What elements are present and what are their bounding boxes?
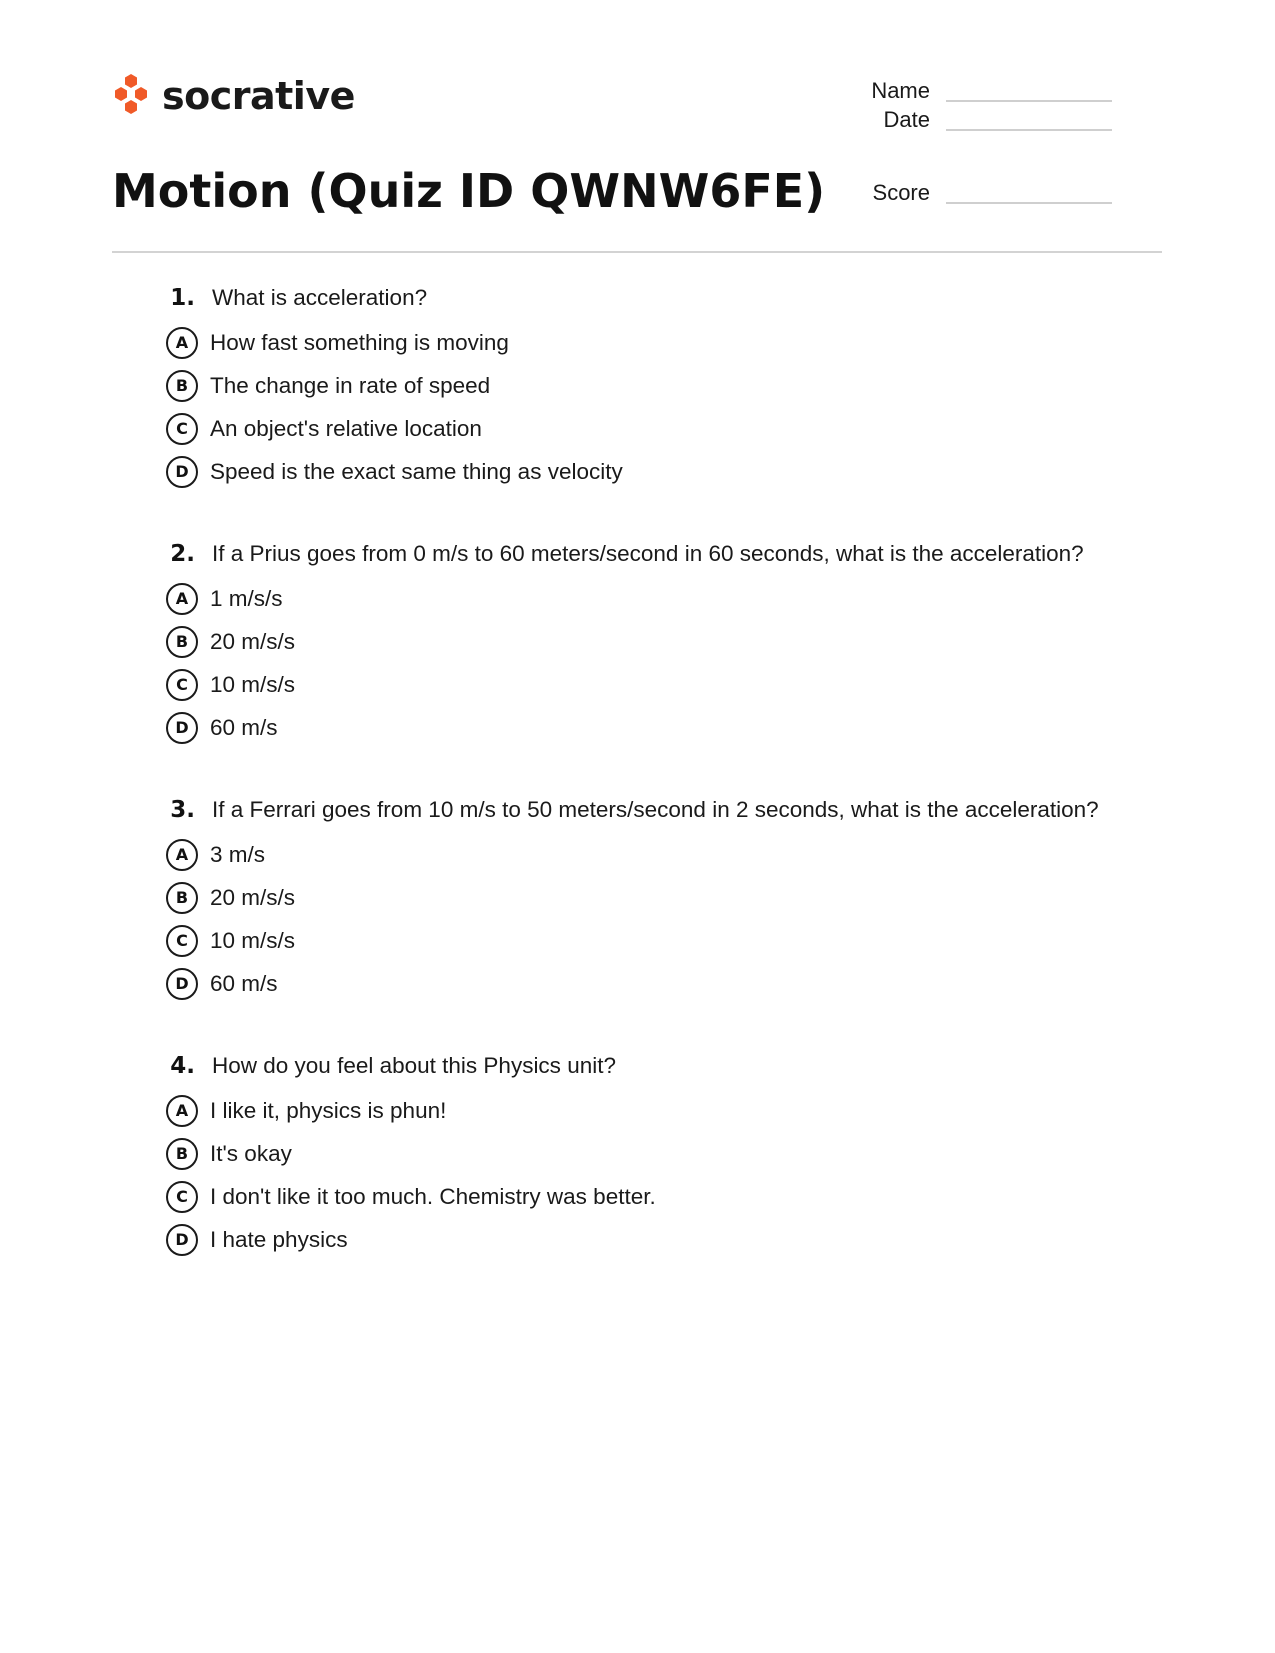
option-text: I hate physics bbox=[210, 1226, 348, 1252]
option-b[interactable] bbox=[160, 364, 1160, 407]
option-text: 20 m/s/s bbox=[210, 628, 296, 654]
question-text: How do you feel about this Physics unit? bbox=[212, 1053, 616, 1078]
question-header bbox=[160, 541, 1160, 577]
name-label: Name bbox=[871, 78, 930, 103]
option-a[interactable] bbox=[160, 577, 1160, 620]
question-1 bbox=[160, 285, 1160, 493]
option-a[interactable] bbox=[160, 321, 1160, 364]
option-letter-circle[interactable]: C bbox=[166, 1181, 198, 1213]
option-a[interactable] bbox=[160, 1089, 1160, 1132]
option-c[interactable] bbox=[160, 663, 1160, 706]
name-blank-line[interactable] bbox=[946, 99, 1112, 102]
option-letter-circle[interactable]: B bbox=[166, 1138, 198, 1170]
option-letter-circle[interactable]: A bbox=[166, 327, 198, 359]
option-text: How fast something is moving bbox=[210, 329, 509, 355]
option-d[interactable] bbox=[160, 706, 1160, 749]
option-letter-circle[interactable]: C bbox=[166, 669, 198, 701]
option-b[interactable] bbox=[160, 620, 1160, 663]
option-letter-circle[interactable]: D bbox=[166, 456, 198, 488]
option-text: The change in rate of speed bbox=[210, 372, 491, 398]
question-number: 3. bbox=[170, 797, 195, 823]
option-a[interactable] bbox=[160, 833, 1160, 876]
option-c[interactable] bbox=[160, 1175, 1160, 1218]
option-text: 60 m/s bbox=[210, 714, 278, 740]
option-d[interactable] bbox=[160, 962, 1160, 1005]
name-field bbox=[862, 80, 1112, 102]
option-c[interactable] bbox=[160, 919, 1160, 962]
option-letter-circle[interactable]: B bbox=[166, 626, 198, 658]
option-d[interactable] bbox=[160, 1218, 1160, 1261]
option-b[interactable] bbox=[160, 876, 1160, 919]
date-label: Date bbox=[883, 107, 930, 132]
socrative-logo bbox=[112, 72, 355, 120]
option-letter-circle[interactable]: B bbox=[166, 882, 198, 914]
option-text: 3 m/s bbox=[210, 841, 266, 867]
question-2 bbox=[160, 541, 1160, 749]
option-text: An object's relative location bbox=[210, 415, 482, 441]
option-text: It's okay bbox=[210, 1140, 292, 1166]
question-header bbox=[160, 285, 1160, 321]
quiz-title: Motion (Quiz ID QWNW6FE) bbox=[112, 164, 826, 218]
question-header bbox=[160, 797, 1160, 833]
option-text: I like it, physics is phun! bbox=[210, 1097, 447, 1123]
option-letter-circle[interactable]: A bbox=[166, 1095, 198, 1127]
question-number: 2. bbox=[170, 541, 195, 567]
question-header bbox=[160, 1053, 1160, 1089]
option-d[interactable] bbox=[160, 450, 1160, 493]
score-blank-line[interactable] bbox=[946, 201, 1112, 204]
question-text: What is acceleration? bbox=[212, 285, 428, 310]
date-field bbox=[862, 109, 1112, 131]
option-text: 20 m/s/s bbox=[210, 884, 296, 910]
question-number: 1. bbox=[170, 285, 195, 311]
option-text: 60 m/s bbox=[210, 970, 278, 996]
question-text: If a Prius goes from 0 m/s to 60 meters/second in 60 seconds, what is the acceleration? bbox=[212, 541, 1084, 566]
option-letter-circle[interactable]: C bbox=[166, 925, 198, 957]
option-text: 10 m/s/s bbox=[210, 671, 296, 697]
hexagon-cluster-icon bbox=[112, 72, 150, 120]
option-text: 1 m/s/s bbox=[210, 585, 283, 611]
option-text: Speed is the exact same thing as velocity bbox=[210, 458, 623, 484]
score-label: Score bbox=[872, 180, 930, 205]
option-text: I don't like it too much. Chemistry was better. bbox=[210, 1183, 656, 1209]
date-blank-line[interactable] bbox=[946, 128, 1112, 131]
option-text: 10 m/s/s bbox=[210, 927, 296, 953]
option-letter-circle[interactable]: D bbox=[166, 968, 198, 1000]
option-b[interactable] bbox=[160, 1132, 1160, 1175]
question-3 bbox=[160, 797, 1160, 1005]
question-4 bbox=[160, 1053, 1160, 1261]
question-text: If a Ferrari goes from 10 m/s to 50 meters/second in 2 seconds, what is the acceleration? bbox=[212, 797, 1099, 822]
option-letter-circle[interactable]: D bbox=[166, 1224, 198, 1256]
score-field bbox=[862, 182, 1112, 204]
brand-name: socrative bbox=[162, 74, 355, 118]
header-divider bbox=[112, 251, 1162, 253]
option-letter-circle[interactable]: D bbox=[166, 712, 198, 744]
option-letter-circle[interactable]: C bbox=[166, 413, 198, 445]
option-letter-circle[interactable]: B bbox=[166, 370, 198, 402]
option-letter-circle[interactable]: A bbox=[166, 583, 198, 615]
option-letter-circle[interactable]: A bbox=[166, 839, 198, 871]
question-number: 4. bbox=[170, 1053, 195, 1079]
option-c[interactable] bbox=[160, 407, 1160, 450]
